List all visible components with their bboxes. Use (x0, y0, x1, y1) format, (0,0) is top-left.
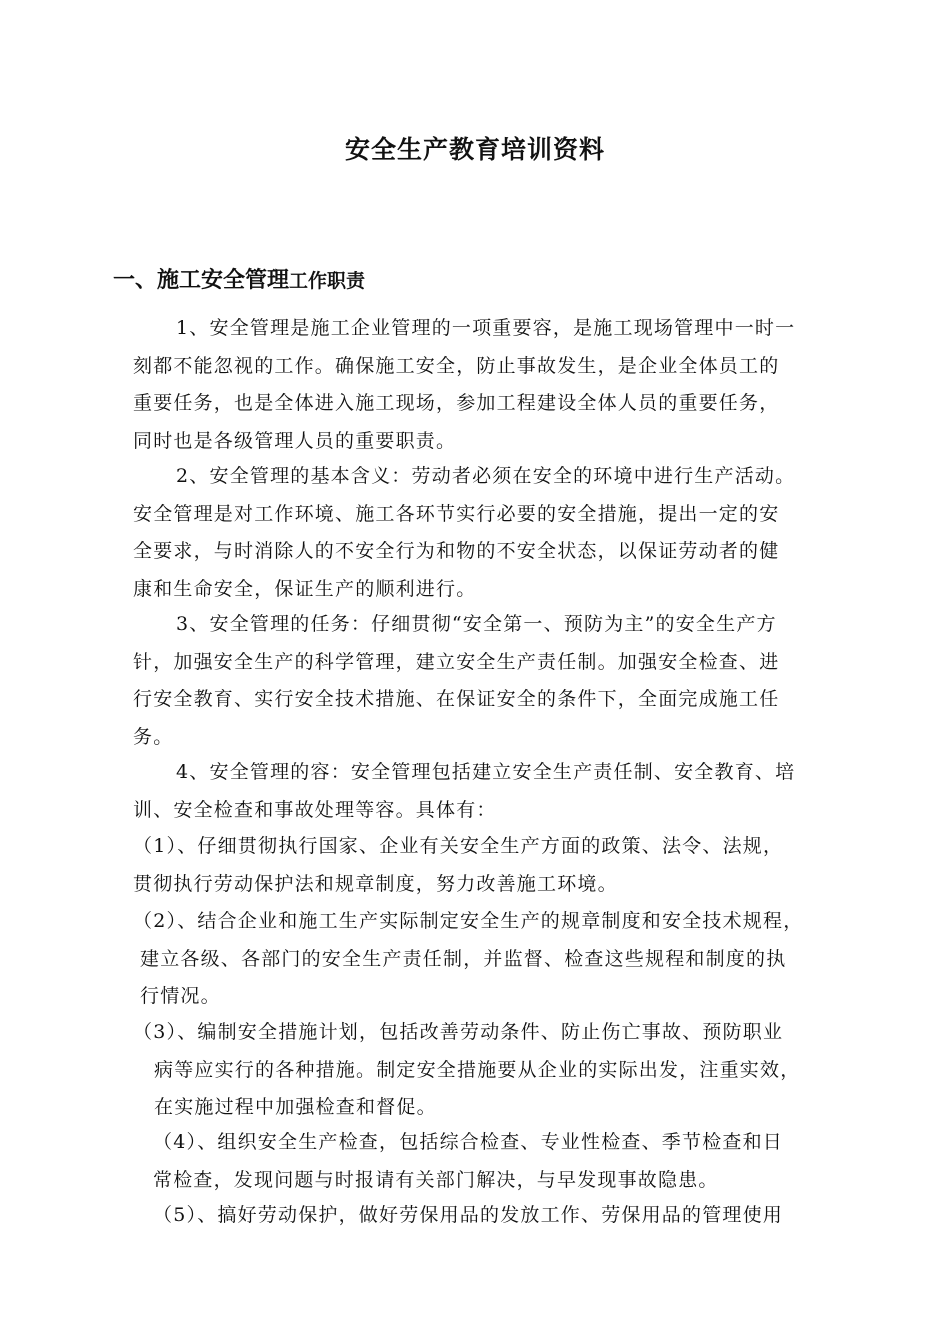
list-item-line: 贯彻执行劳动保护法和规章制度，努力改善施工环境。 (133, 872, 618, 895)
paragraph-line: 针，加强安全生产的科学管理，建立安全生产责任制。加强安全检查、进 (133, 650, 780, 673)
paragraph-line: 行安全教育、实行安全技术措施、在保证安全的条件下，全面完成施工任 (133, 688, 780, 710)
paragraph-line: 刻都不能忽视的工作。确保施工安全，防止事故发生，是企业全体员工的 (133, 354, 780, 377)
paragraph-line: 同时也是各级管理人员的重要职责。 (133, 429, 457, 452)
list-item-5 (153, 1197, 893, 1235)
list-item-line: （3）、编制安全措施计划，包括改善劳动条件、防止伤亡事故、预防职业 (133, 1021, 784, 1043)
paragraph-4 (133, 754, 873, 829)
paragraph-line: 1、安全管理是施工企业管理的一项重要容，是施工现场管理中一时一 (176, 317, 796, 339)
list-item-line: 在实施过程中加强检查和督促。 (154, 1096, 437, 1118)
paragraph-line: 安全管理是对工作环境、施工各环节实行必要的安全措施，提出一定的安 (133, 502, 780, 525)
section-heading (113, 263, 365, 294)
paragraph-line: 2、安全管理的基本含义：劳动者必须在安全的环境中进行生产活动。 (176, 465, 796, 487)
list-item-line: （2）、结合企业和施工生产实际制定安全生产的规章制度和安全技术规程， (133, 910, 804, 932)
list-item-line: （4）、组织安全生产检查，包括综合检查、专业性检查、季节检查和日 (153, 1131, 783, 1153)
list-item-line: 病等应实行的各种措施。制定安全措施要从企业的实际出发，注重实效， (154, 1058, 801, 1081)
section-heading-sub: 工作职责 (289, 270, 366, 292)
document-title: 安全生产教育培训资料 (344, 135, 605, 164)
paragraph-2 (133, 458, 873, 608)
list-item-4 (153, 1124, 893, 1199)
section-heading-main: 一、施工安全管理 (113, 268, 290, 293)
paragraph-line: 务。 (133, 725, 174, 748)
list-item-line: 常检查，发现问题与时报请有关部门解决，与早发现事故隐患。 (153, 1168, 719, 1191)
list-item-line: 行情况。 (140, 985, 221, 1007)
list-item-line: （5）、搞好劳动保护，做好劳保用品的发放工作、劳保用品的管理使用 (153, 1204, 783, 1226)
list-item-2 (133, 903, 873, 1016)
list-item-line: 建立各级、各部门的安全生产责任制，并监督、检查这些规程和制度的执 (140, 947, 787, 970)
list-item-1 (133, 828, 873, 903)
paragraph-line: 4、安全管理的容：安全管理包括建立安全生产责任制、安全教育、培 (176, 761, 796, 783)
paragraph-line: 训、安全检查和事故处理等容。具体有： (133, 798, 497, 821)
paragraph-1 (133, 310, 873, 460)
paragraph-3 (133, 606, 873, 756)
list-item-line: （1）、仔细贯彻执行国家、企业有关安全生产方面的政策、法令、法规， (133, 835, 784, 857)
paragraph-line: 康和生命安全，保证生产的顺利进行。 (133, 577, 477, 600)
paragraph-line: 3、安全管理的任务：仔细贯彻“安全第一、预防为主”的安全生产方 (176, 613, 777, 635)
paragraph-line: 全要求，与时消除人的不安全行为和物的不安全状态，以保证劳动者的健 (133, 540, 780, 562)
paragraph-line: 重要任务，也是全体进入施工现场，参加工程建设全体人员的重要任务， (133, 392, 780, 414)
list-item-3 (133, 1014, 873, 1127)
